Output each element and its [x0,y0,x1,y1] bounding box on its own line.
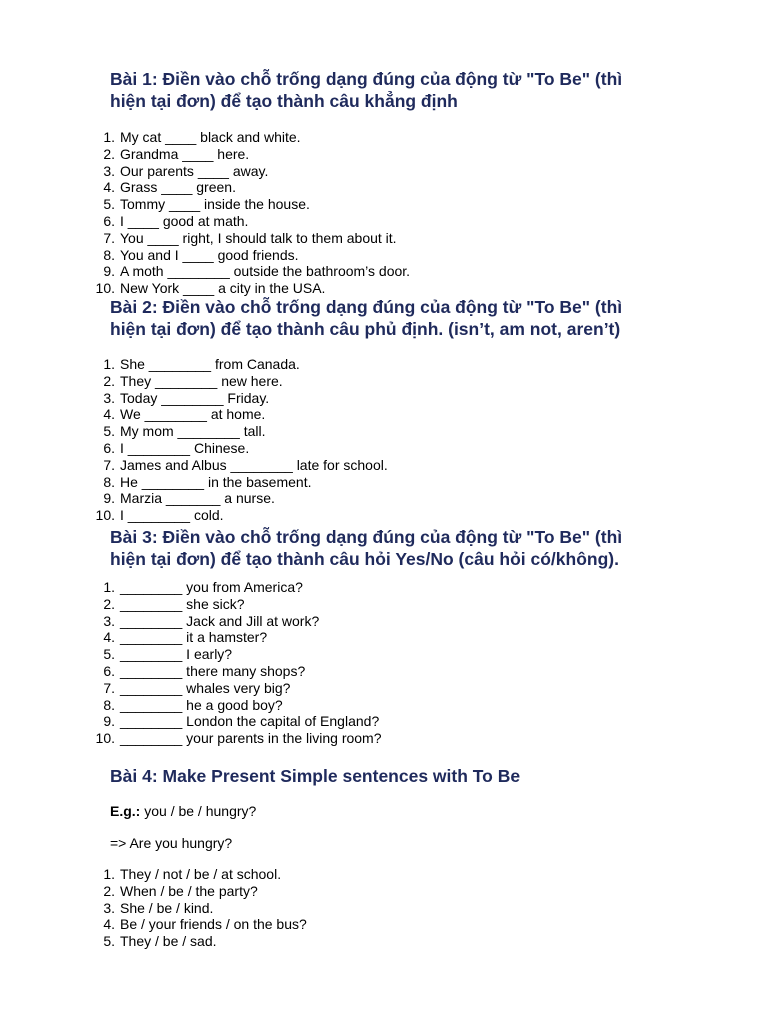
list-item: 4. ________ it a hamster? [103,629,268,646]
list-item: 4. Be / your friends / on the bus? [103,916,307,933]
exercise-3-heading [110,526,710,570]
exercise-3-heading-line-2: hiện tại đơn) để tạo thành câu hỏi Yes/No (câu hỏi có/không). [110,549,619,569]
list-item: 1. ________ you from America? [103,579,303,595]
list-item: 5. ________ I early? [103,646,233,663]
list-item: 6. ________ there many shops? [103,662,306,679]
exercise-1-heading-line-2: hiện tại đơn) để tạo thành câu khẳng định [110,91,458,111]
exercise-3-list [0,579,700,747]
list-item: 9. A moth ________ outside the bathroom’s door. [103,263,411,280]
exercise-2-heading-line-1: Bài 2: Điền vào chỗ trống dạng đúng của động từ "To Be" (thì [110,297,623,317]
example-answer: => Are you hungry? [110,835,233,851]
list-item: 8. ________ he a good boy? [103,696,283,713]
exercise-1-heading [110,68,710,112]
list-item: 2. Grandma ____ here. [103,145,250,162]
exercise-1-heading-line-1: Bài 1: Điền vào chỗ trống dạng đúng của động từ "To Be" (thì [110,69,623,89]
list-item: 8. He ________ in the basement. [103,473,312,490]
example-line [110,803,256,820]
list-item: 5. Tommy ____ inside the house. [103,196,310,213]
list-item: 8. You and I ____ good friends. [103,246,299,263]
list-item: 10. New York ____ a city in the USA. [95,280,326,297]
list-item: 3. Today ________ Friday. [103,389,270,406]
list-item: 2. ________ she sick? [103,595,245,612]
list-item: 2. When / be / the party? [103,882,258,899]
exercise-2-list [0,356,700,524]
list-item: 10. ________ your parents in the living room? [95,730,382,747]
list-item: 1. She ________ from Canada. [103,356,300,372]
example-label: E.g.: [110,803,141,819]
list-item: 3. ________ Jack and Jill at work? [103,612,320,629]
list-item: 3. Our parents ____ away. [103,162,269,179]
exercise-2-heading [110,296,710,340]
exercise-4-heading [110,765,710,787]
list-item: 9. Marzia _______ a nurse. [103,490,275,507]
list-item: 5. They / be / sad. [103,933,217,950]
list-item: 1. My cat ____ black and white. [103,129,301,145]
list-item: 6. I ____ good at math. [103,212,249,229]
list-item: 5. My mom ________ tall. [103,423,266,440]
exercise-3-heading-line-1: Bài 3: Điền vào chỗ trống dạng đúng của động từ "To Be" (thì [110,527,623,547]
exercise-4-heading-text: Bài 4: Make Present Simple sentences with To Be [110,766,521,786]
list-item: 10. I ________ cold. [95,507,224,524]
list-item: 4. Grass ____ green. [103,179,236,196]
list-item: 7. ________ whales very big? [103,679,291,696]
exercise-4-list [0,866,700,950]
list-item: 3. She / be / kind. [103,899,214,916]
list-item: 2. They ________ new here. [103,372,283,389]
list-item: 4. We ________ at home. [103,406,266,423]
exercise-2-heading-line-2: hiện tại đơn) để tạo thành câu phủ định. (isn’t, am not, aren’t) [110,319,621,339]
exercise-1-list [0,129,700,297]
list-item: 7. You ____ right, I should talk to them about it. [103,229,397,246]
list-item: 1. They / not / be / at school. [103,866,282,882]
list-item: 9. ________ London the capital of England? [103,713,380,730]
list-item: 6. I ________ Chinese. [103,439,250,456]
example-text: you / be / hungry? [140,803,257,819]
list-item: 7. James and Albus ________ late for school. [103,456,388,473]
